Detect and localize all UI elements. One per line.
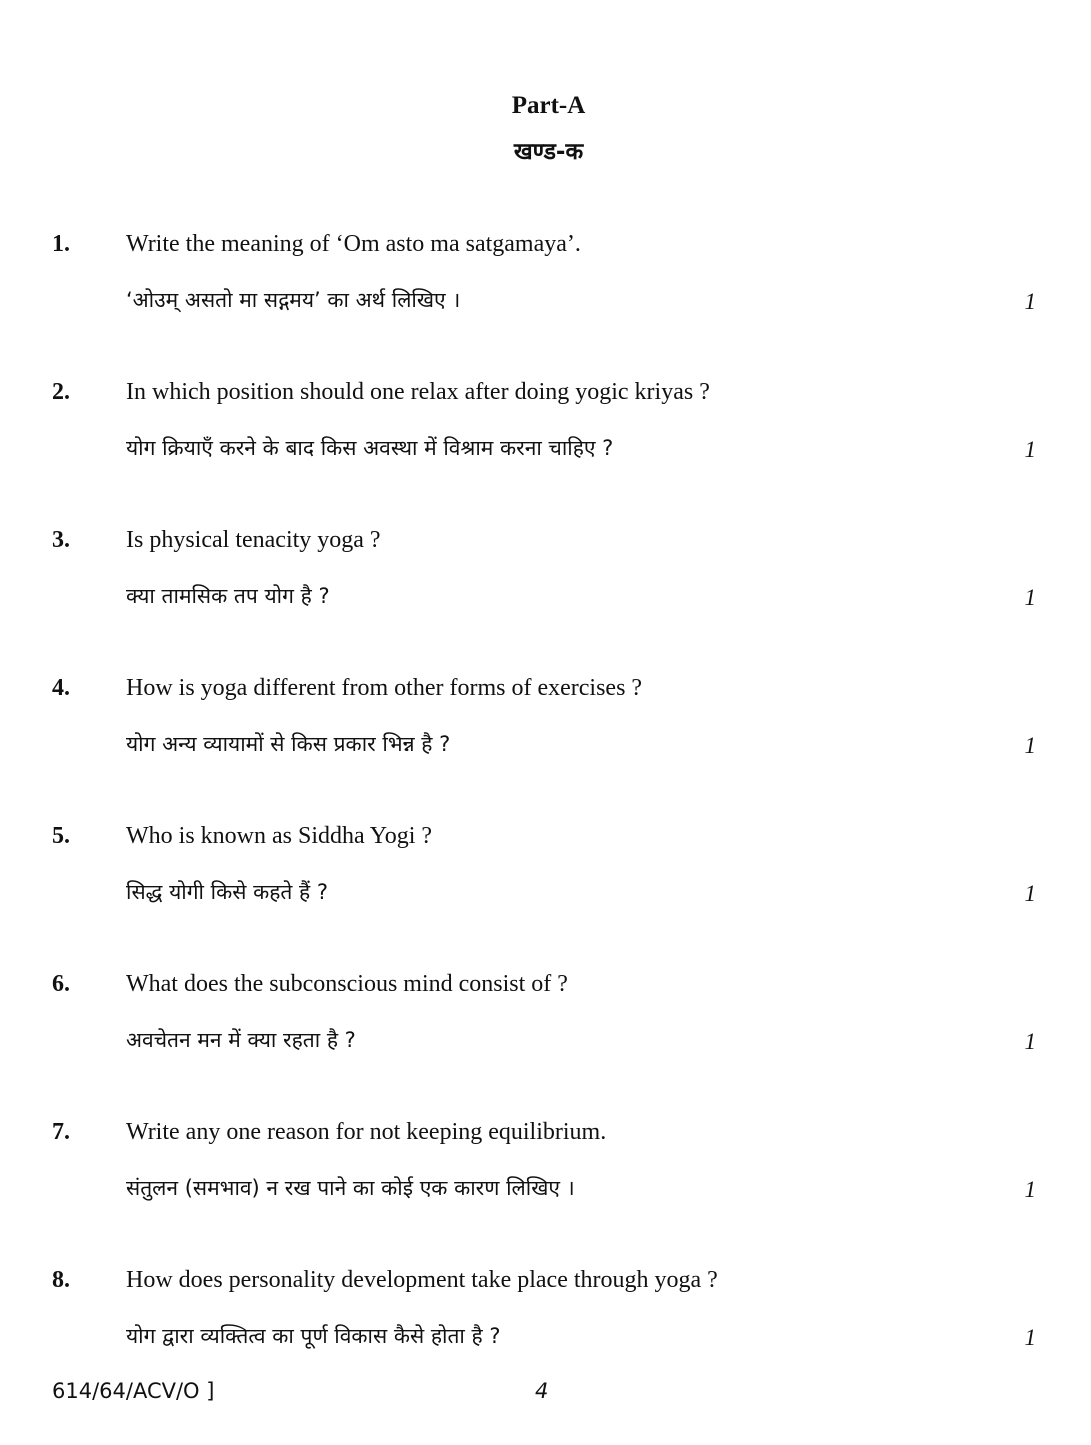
question-text-hindi: ‘ओउम् असतो मा सद्गमय’ का अर्थ लिखिए । [126,288,461,312]
question-text-hindi: क्या तामसिक तप योग है ? [126,584,330,608]
question-3 [0,527,1091,647]
question-4 [0,675,1091,795]
part-title-hindi: खण्ड-क [513,139,584,165]
question-marks: 1 [1024,289,1036,314]
question-8 [0,1267,1091,1387]
question-text-hindi: सिद्ध योगी किसे कहते हैं ? [126,880,328,904]
question-text-hindi: योग क्रियाएँ करने के बाद किस अवस्था में विश्राम करना चाहिए ? [126,436,614,460]
question-1 [0,231,1091,351]
question-number: 7. [52,1119,70,1145]
question-text-english: How does personality development take place through yoga ? [126,1267,718,1293]
question-6 [0,971,1091,1091]
question-5 [0,823,1091,943]
question-number: 3. [52,527,70,553]
question-text-english: In which position should one relax after doing yogic kriyas ? [126,379,710,405]
question-marks: 1 [1024,1177,1036,1202]
question-number: 6. [52,971,70,997]
question-number: 8. [52,1267,70,1293]
question-number: 2. [52,379,70,405]
question-text-english: Write the meaning of ‘Om asto ma satgamaya’. [126,231,581,257]
question-text-hindi: योग अन्य व्यायामों से किस प्रकार भिन्न है ? [126,732,451,756]
page-number: 4 [535,1379,549,1403]
question-text-english: Write any one reason for not keeping equilibrium. [126,1119,607,1145]
paper-code: 614/64/ACV/O ] [52,1379,215,1403]
question-marks: 1 [1024,437,1036,462]
question-text-english: What does the subconscious mind consist of ? [126,971,568,997]
question-text-hindi: संतुलन (समभाव) न रख पाने का कोई एक कारण लिखिए । [126,1176,575,1200]
question-marks: 1 [1024,733,1036,758]
question-marks: 1 [1024,1325,1036,1350]
question-7 [0,1119,1091,1239]
question-2 [0,379,1091,499]
question-number: 1. [52,231,70,257]
question-marks: 1 [1024,881,1036,906]
part-title-english: Part-A [511,92,586,119]
question-text-hindi: योग द्वारा व्यक्तित्व का पूर्ण विकास कैसे होता है ? [126,1324,501,1348]
question-text-english: Who is known as Siddha Yogi ? [126,823,433,849]
question-text-hindi: अवचेतन मन में क्या रहता है ? [126,1028,356,1052]
question-marks: 1 [1024,585,1036,610]
question-number: 4. [52,675,70,701]
question-text-english: Is physical tenacity yoga ? [126,527,381,553]
question-marks: 1 [1024,1029,1036,1054]
question-text-english: How is yoga different from other forms of exercises ? [126,675,643,701]
question-number: 5. [52,823,70,849]
